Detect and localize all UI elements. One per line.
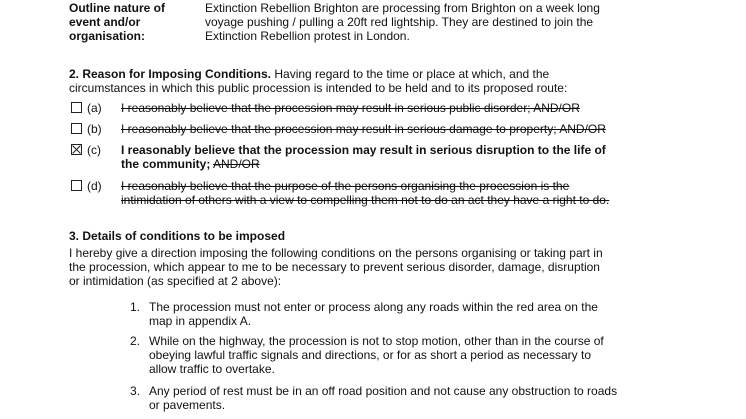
option-d-label: (d) bbox=[87, 179, 102, 193]
option-a-label: (a) bbox=[87, 101, 102, 115]
event-label-line-1: Outline nature of bbox=[69, 1, 165, 15]
condition-3-line-1: Any period of rest must be in an off road position and not cause any obstruction to roads bbox=[149, 384, 618, 398]
condition-1-line-1: The procession must not enter or process along any roads within the red area on the bbox=[149, 300, 598, 314]
section3-heading: 3. Details of conditions to be imposed bbox=[69, 229, 286, 243]
option-d-checkbox[interactable] bbox=[71, 180, 82, 191]
option-c-checkbox[interactable] bbox=[71, 144, 82, 155]
event-description-line-3: Extinction Rebellion protest in London. bbox=[205, 29, 410, 43]
section3-intro-line-1: I hereby give a direction imposing the following conditions on the persons organising or taking part in bbox=[69, 246, 603, 260]
option-d-text-line-2: intimidation of others with a view to compelling them not to do an act they have a right to do. bbox=[121, 193, 610, 207]
condition-1-line-2: map in appendix A. bbox=[149, 314, 252, 328]
section3-intro-line-3: or intimidation (as specified at 2 above): bbox=[69, 274, 282, 288]
condition-1-number: 1. bbox=[129, 300, 140, 314]
option-a-text: I reasonably believe that the procession may result in serious public disorder; AND/OR bbox=[121, 101, 580, 115]
option-b-checkbox[interactable] bbox=[71, 123, 82, 134]
event-description-line-1: Extinction Rebellion Brighton are processing from Brighton on a week long bbox=[205, 1, 600, 15]
event-description-line-2: voyage pushing / pulling a 20ft red lightship. They are destined to join the bbox=[205, 15, 594, 29]
option-b-label: (b) bbox=[87, 122, 102, 136]
option-c-bold-text: the community; bbox=[121, 157, 211, 171]
condition-2-line-1: While on the highway, the procession is not to stop motion, other than in the course of bbox=[149, 334, 604, 348]
condition-2-line-2: obeying lawful traffic signals and directions, or for as short a period as necessary to bbox=[149, 348, 592, 362]
option-c-struck-text: AND/OR bbox=[213, 157, 260, 171]
section2-heading: 2. Reason for Imposing Conditions. bbox=[69, 67, 272, 81]
condition-3-number: 3. bbox=[129, 384, 140, 398]
option-a-checkbox[interactable] bbox=[71, 102, 82, 113]
option-c-text-line-1: I reasonably believe that the procession may result in serious disruption to the life of bbox=[121, 143, 606, 157]
section2-intro-rest: Having regard to the time or place at which, and the bbox=[274, 67, 550, 81]
condition-2-number: 2. bbox=[129, 334, 140, 348]
option-d-text-line-1: I reasonably believe that the purpose of the persons organising the procession is the bbox=[121, 179, 570, 193]
section2-intro-line-1 bbox=[69, 67, 549, 81]
section3-intro-line-2: the procession, which appear to me to be necessary to prevent serious disorder, damage, disruption bbox=[69, 260, 600, 274]
event-label-line-2: event and/or bbox=[69, 15, 141, 29]
event-label-line-3: organisation: bbox=[69, 29, 146, 43]
option-c-label: (c) bbox=[87, 143, 101, 157]
section2-intro-line-2: circumstances in which this public procession is intended to be held and to its proposed route: bbox=[69, 81, 568, 95]
option-c-text-line-2 bbox=[121, 157, 260, 171]
option-b-text: I reasonably believe that the procession may result in serious damage to property; AND/OR bbox=[121, 122, 606, 136]
condition-2-line-3: allow traffic to overtake. bbox=[149, 362, 275, 376]
condition-3-line-2: or pavements. bbox=[149, 398, 226, 412]
